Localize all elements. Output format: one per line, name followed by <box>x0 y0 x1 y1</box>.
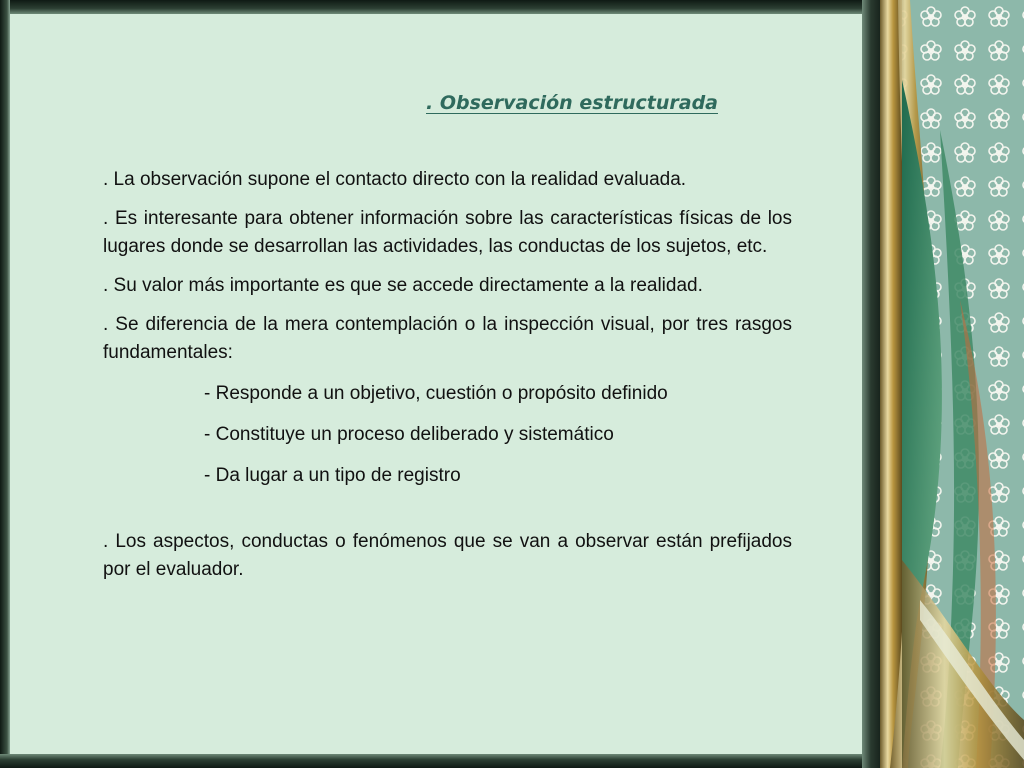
sub-item-1: - Responde a un objetivo, cuestión o propósito definido <box>204 383 668 404</box>
slide-body <box>103 166 792 595</box>
frame-left <box>0 0 10 768</box>
frame-top <box>0 0 880 14</box>
sub-item-3: - Da lugar a un tipo de registro <box>204 465 461 486</box>
sub-item-2: - Constituye un proceso deliberado y sistemático <box>204 424 614 445</box>
paragraph-4: . Se diferencia de la mera contemplación o la inspección visual, por tres rasgos fundamentales: <box>103 314 792 363</box>
paragraph-1: . La observación supone el contacto directo con la realidad evaluada. <box>103 169 687 190</box>
paragraph-5: . Los aspectos, conductas o fenómenos que se van a observar están prefijados por el evaluador. <box>103 531 792 580</box>
frame-bottom <box>0 754 880 768</box>
paragraph-2: . Es interesante para obtener información sobre las características físicas de los lugares donde se desarrollan las actividades, las conductas de los sujetos, etc. <box>103 208 792 257</box>
slide-title: . Observación estructurada <box>426 92 718 114</box>
decorative-side-panel <box>880 0 1024 768</box>
paragraph-3: . Su valor más importante es que se accede directamente a la realidad. <box>103 275 703 296</box>
